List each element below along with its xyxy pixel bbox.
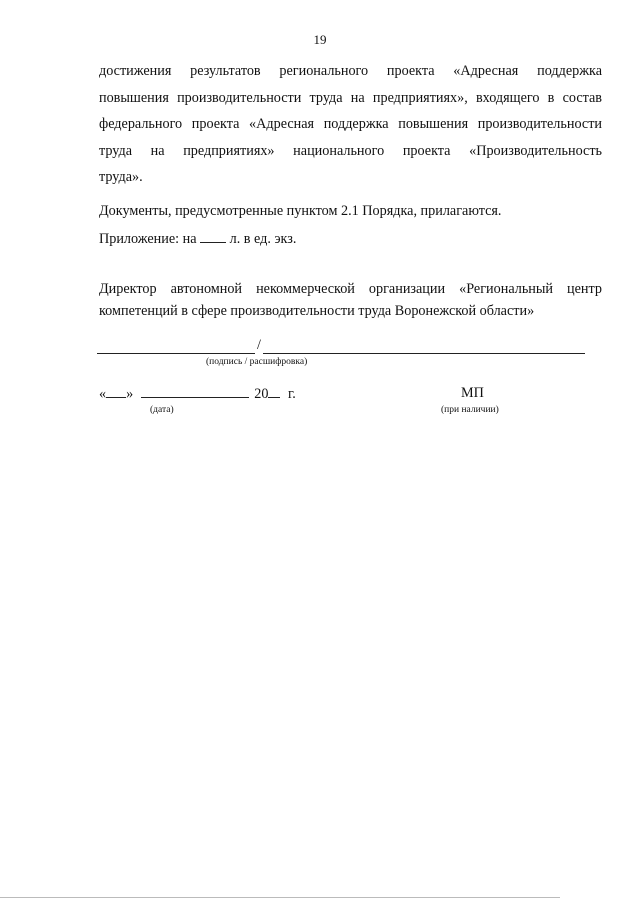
paragraph-line: федерального проекта «Адресная поддержка повышения производительности — [99, 116, 602, 132]
stamp-caption: (при наличии) — [441, 405, 499, 415]
attachment-suffix: л. в ед. экз. — [229, 231, 297, 247]
date-line — [99, 385, 296, 403]
date-open-quote: « — [99, 386, 107, 402]
paragraph-line: труда». — [99, 169, 143, 185]
date-year-blank — [268, 385, 280, 398]
page-number: 19 — [313, 32, 327, 47]
stamp-label: МП — [461, 385, 484, 401]
signature-line-right — [263, 353, 585, 354]
director-block — [99, 278, 602, 322]
date-close-quote: » — [126, 386, 134, 402]
paragraph-purpose — [99, 58, 602, 191]
documents-line: Документы, предусмотренные пунктом 2.1 Порядка, прилагаются. — [99, 203, 502, 219]
paragraph-line: труда на предприятиях» национального проекта «Производительность — [99, 142, 602, 159]
signature-caption: (подпись / расшифровка) — [206, 357, 308, 367]
director-line: компетенций в сфере производительности труда Воронежской области» — [99, 303, 535, 319]
paragraph-line: повышения производительности труда на предприятиях», входящего в состав — [99, 89, 602, 106]
attachment-blank — [200, 230, 226, 243]
signature-line-left — [97, 353, 255, 354]
attachment-prefix: Приложение: на — [99, 231, 197, 247]
date-caption: (дата) — [150, 405, 174, 415]
date-day-blank — [106, 385, 126, 398]
paragraph-line: достижения результатов регионального проекта «Адресная поддержка — [99, 63, 602, 79]
director-line: Директор автономной некоммерческой организации «Региональный центр — [99, 281, 602, 297]
signature-slash: / — [257, 337, 261, 353]
bottom-edge-line — [0, 897, 560, 898]
date-month-blank — [141, 385, 249, 398]
date-year-suffix: г. — [288, 386, 296, 402]
attachment-line — [99, 230, 296, 248]
date-year-prefix: 20 — [254, 386, 269, 402]
